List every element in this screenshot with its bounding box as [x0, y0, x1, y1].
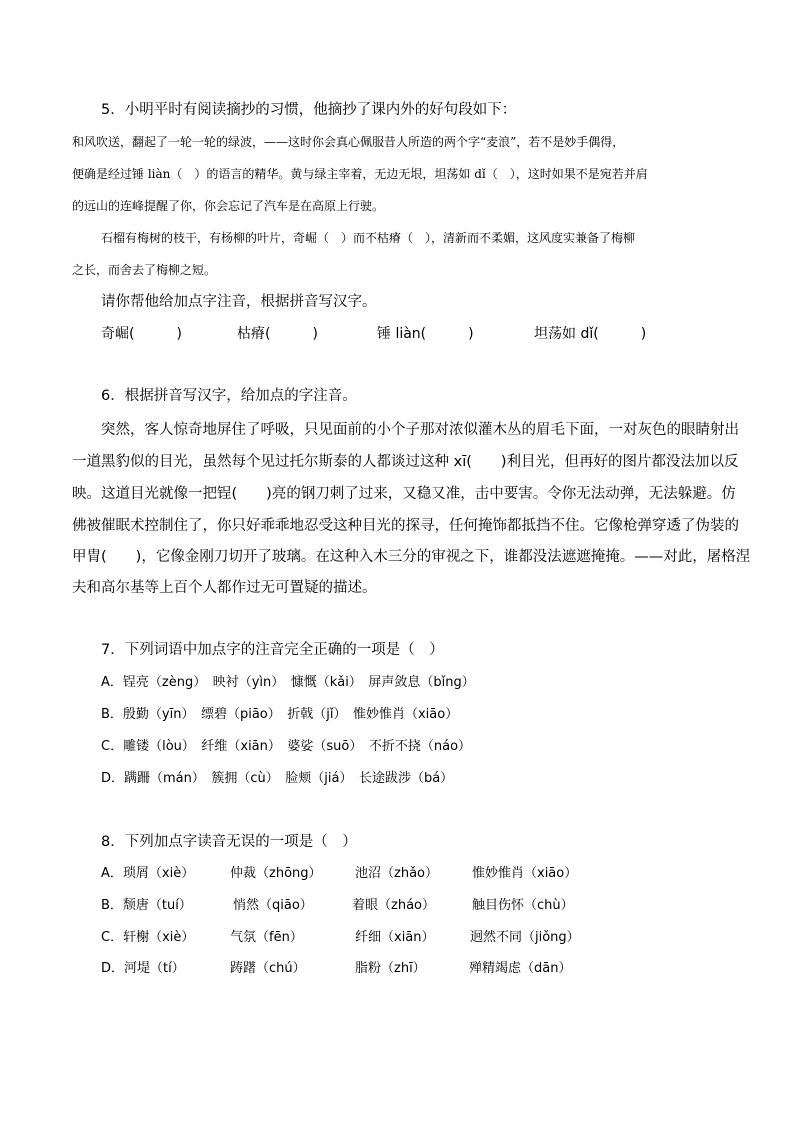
q6-line-2: 一道黑豹似的目光，虽然每个见过托尔斯泰的人都谈过这种 xī( )利目光，但再好的图片都没法加以反: [72, 454, 739, 470]
q6-line-3: 映。这道目光就像一把锃( )亮的钢刀刺了过来，又稳又准，击中要害。令你无法动弹，无法躲避。仿: [72, 486, 736, 502]
q6-line-4: 佛被催眠术控制住了，你只好乖乖地忍受这种目光的探寻，任何掩饰都抵挡不住。它像枪弹穿透了伪装的: [72, 518, 739, 534]
q8-row-c-col-1: C．轩榭（xiè）: [101, 930, 195, 945]
q5-passage-line-1: 和风吹送，翻起了一轮一轮的绿波，——这时你会真心佩服昔人所造的两个字“麦浪”，若不是妙手偶得，: [72, 135, 625, 149]
q8-row-d-col-2: 踌躇（chú）: [230, 961, 306, 976]
q5-passage-line-3: 的远山的连峰提醒了你，你会忘记了汽车是在高原上行驶。: [72, 199, 385, 213]
q8-row-b-col-1: B．颓唐（tuí）: [101, 898, 192, 913]
q8-row-a-col-4: 惟妙惟肖（xiāo）: [472, 866, 578, 881]
q5-passage-line-2: 便确是经过锤 liàn（ ）的语言的精华。黄与绿主宰着，无边无垠，坦荡如 dǐ（ ），这时如果不是宛若并肩: [72, 167, 648, 181]
q7-option-d: D．蹒跚（mán） 簇拥（cù） 脸颊（jiá） 长途跋涉（bá）: [101, 771, 454, 786]
question-5-title: 5．小明平时有阅读摘抄的习惯，他摘抄了课内外的好句段如下：: [101, 102, 517, 118]
q5-passage-line-5: 之长，而舍去了梅柳之短。: [72, 263, 217, 277]
q6-line-6: 夫和高尔基等上百个人都作过无可置疑的描述。: [72, 580, 377, 596]
q8-row-a-col-2: 仲裁（zhōng）: [230, 866, 322, 881]
question-8-title: 8．下列加点字读音无误的一项是（ ）: [101, 834, 357, 850]
q5-instruction: 请你帮他给加点字注音，根据拼音写汉字。: [101, 294, 377, 310]
q8-row-b-col-2: 悄然（qiāo）: [233, 898, 313, 913]
q8-row-d-col-4: 殚精竭虑（dān）: [469, 961, 572, 976]
q5-blank-1: 奇崛( ): [101, 326, 182, 342]
q5-blank-3: 锤 liàn( ): [377, 326, 474, 342]
question-7-title: 7．下列词语中加点字的注音完全正确的一项是（ ）: [101, 642, 444, 658]
question-6-title: 6．根据拼音写汉字，给加点的字注音。: [101, 388, 357, 404]
q8-row-d-col-3: 脂粉（zhī）: [355, 961, 426, 976]
q6-line-1: 突然，客人惊奇地屏住了呼吸，只见面前的小个子那对浓似灌木丛的眉毛下面，一对灰色的眼睛射出: [101, 422, 739, 438]
q5-blank-2: 枯瘠( ): [237, 326, 318, 342]
q7-option-a: A．锃亮（zèng） 映衬（yìn） 慷慨（kǎi） 屏声敛息（bǐng）: [101, 675, 475, 690]
q8-row-a-col-3: 池沼（zhǎo）: [355, 866, 438, 881]
q8-row-c-col-2: 气氛（fēn）: [230, 930, 303, 945]
q8-row-d-col-1: D．河堤（tí）: [101, 961, 185, 976]
q7-option-c: C．雕镂（lòu） 纤维（xiān） 婆娑（suō） 不折不挠（náo）: [101, 739, 472, 754]
q6-line-5: 甲胄( )，它像金刚刀切开了玻璃。在这种入木三分的审视之下，谁都没法遮遮掩掩。——对此，屠格涅: [72, 549, 751, 565]
q8-row-c-col-4: 迥然不同（jiǒng）: [470, 930, 580, 945]
q8-row-b-col-3: 着眼（zháo）: [352, 898, 435, 913]
q5-passage-line-4: 石榴有梅树的枝干，有杨柳的叶片，奇崛（ ）而不枯瘠（ ），清新而不柔媚，这风度实兼备了梅柳: [101, 231, 636, 245]
q8-row-b-col-4: 触目伤怀（chù）: [472, 898, 574, 913]
q8-row-a-col-1: A．琐屑（xiè）: [101, 866, 195, 881]
q7-option-b: B．殷勤（yīn） 缥碧（piāo） 折戟（jǐ） 惟妙惟肖（xiāo）: [101, 707, 459, 722]
q8-row-c-col-3: 纤细（xiān）: [355, 930, 435, 945]
q5-blank-4: 坦荡如 dǐ( ): [534, 326, 647, 342]
